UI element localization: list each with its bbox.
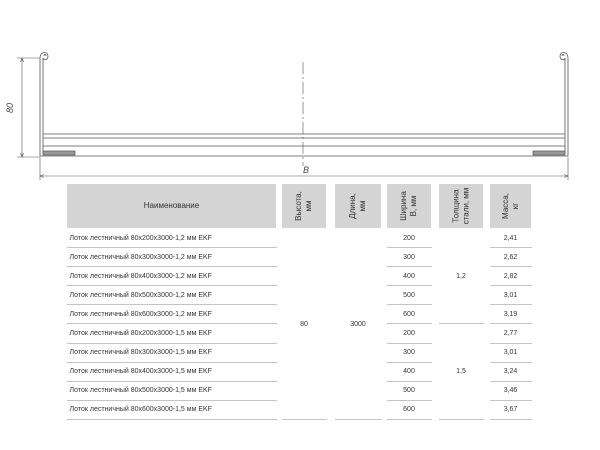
mass-cell: 3,01: [490, 286, 532, 305]
table-row: [67, 229, 532, 248]
product-name-cell: Лоток лестничный 80х200х3000-1,5 мм EKF: [67, 324, 277, 343]
tray-rung: [40, 134, 568, 156]
product-name-cell: Лоток лестничный 80х300х3000-1,5 мм EKF: [67, 343, 277, 362]
width-cell: 200: [387, 229, 432, 248]
thickness-cell: 1,5: [439, 324, 484, 420]
mass-cell: 3,19: [490, 305, 532, 324]
mass-cell: 3,46: [490, 381, 532, 400]
tray-cross-section-drawing: [0, 0, 600, 185]
length-cell: 3000: [335, 229, 382, 420]
table-header-row: [67, 184, 532, 229]
thickness-cell: 1,2: [439, 229, 484, 324]
header-mass: Масса, кг: [490, 184, 532, 229]
height-dimension: [17, 58, 40, 157]
mass-cell: 2,41: [490, 229, 532, 248]
right-side-wall: [560, 52, 568, 156]
width-cell: 500: [387, 381, 432, 400]
height-cell: 80: [282, 229, 327, 420]
header-thickness: Толщина стали, мм: [439, 184, 484, 229]
header-length: Длина, мм: [335, 184, 382, 229]
width-cell: 600: [387, 305, 432, 324]
product-name-cell: Лоток лестничный 80х300х3000-1,2 мм EKF: [67, 248, 277, 267]
product-name-cell: Лоток лестничный 80х600х3000-1,5 мм EKF: [67, 400, 277, 419]
product-name-cell: Лоток лестничный 80х400х3000-1,2 мм EKF: [67, 267, 277, 286]
specification-table: [66, 183, 532, 420]
height-dimension-label: 80: [5, 102, 15, 114]
mass-cell: 3,24: [490, 362, 532, 381]
left-side-wall: [40, 52, 48, 156]
product-name-cell: Лоток лестничный 80х500х3000-1,5 мм EKF: [67, 381, 277, 400]
width-cell: 400: [387, 362, 432, 381]
header-width: Ширина B, мм: [387, 184, 432, 229]
width-cell: 400: [387, 267, 432, 286]
mass-cell: 2,82: [490, 267, 532, 286]
product-name-cell: Лоток лестничный 80х600х3000-1,2 мм EKF: [67, 305, 277, 324]
width-cell: 200: [387, 324, 432, 343]
width-cell: 500: [387, 286, 432, 305]
header-name: Наименование: [67, 184, 277, 229]
width-cell: 300: [387, 343, 432, 362]
product-name-cell: Лоток лестничный 80х200х3000-1,2 мм EKF: [67, 229, 277, 248]
width-dimension-label: B: [302, 165, 310, 175]
mass-cell: 3,01: [490, 343, 532, 362]
header-height: Высота, мм: [282, 184, 327, 229]
product-name-cell: Лоток лестничный 80х400х3000-1,5 мм EKF: [67, 362, 277, 381]
mass-cell: 2,77: [490, 324, 532, 343]
width-cell: 600: [387, 400, 432, 419]
mass-cell: 2,62: [490, 248, 532, 267]
mass-cell: 3,67: [490, 400, 532, 419]
width-cell: 300: [387, 248, 432, 267]
product-name-cell: Лоток лестничный 80х500х3000-1,2 мм EKF: [67, 286, 277, 305]
